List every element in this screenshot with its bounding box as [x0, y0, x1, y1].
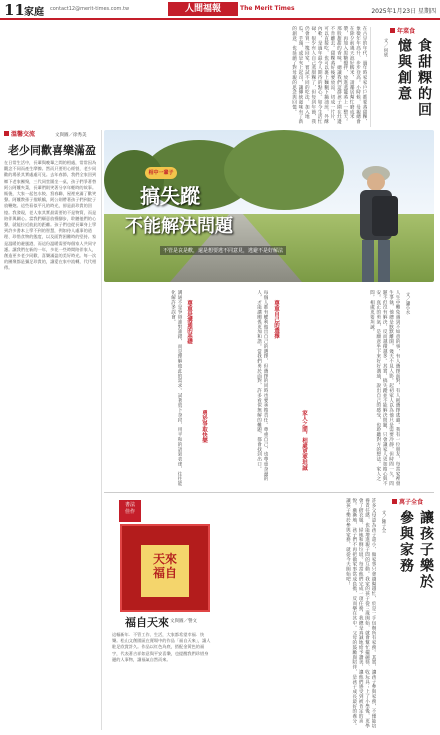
article-body: 每個人都有權利做出自己的選擇，但選擇的同時也要承擔責任。尊重自己，也尊重身邊的人，才能讓關係更加和諧。當我們勇於面對，許多看似無解的難題，都會找到出口。: [256, 290, 268, 482]
page-number: 11: [4, 1, 25, 19]
subhead: 家人之間，相處更要坦誠: [301, 410, 307, 471]
newspaper-logo-en: The Merit Times: [240, 5, 295, 12]
article-tag: 年菜食: [390, 27, 415, 36]
article-body: 在日常生活中，長輩與晚輩之間的相處，常常因為觀念不同而產生摩擦。然而只要用心經營，老少同歡的場景其實處處可見。去年春節，我們全家回到鄉下老家團聚，三代同堂圍坐一桌，孩子們爭著替阿公阿嬤夾菜，長輩們則笑著分享年輕時的故事。飯後，大家一起包水餃、寫春聯，屋裡充滿了歡笑聲。阿嬤教孫子摺紙鶴，阿公則帶著孩子們到院子放鞭炮。這些看似平凡的時光，卻是最珍貴的回憶。我發現，老人家其實最需要的不是物質，而是陪伴與關心。當我們願意放慢腳步，聆聽他們的心聲，就能拉近彼此的距離。孩子們也從長輩身上學到許多書本上學不到的智慧，例如待人處事的道理、珍惜食物的態度，以及面對困難時的堅持。家是溫暖的避風港，而這份溫暖需要每個家人共同守護。讓我們在新的一年，多花一些時間陪伴家人，創造更多老少同歡、喜樂滿盈的美好時光。每一次的團聚都是彌足珍貴的，讓愛在家中流轉，代代相傳。: [4, 160, 97, 271]
column-divider: [101, 130, 102, 730]
article-body: 人生中難免遇到不如意的事，有人選擇面對，有人則選擇逃避。我有一位朋友，每當家裡發生爭執，他總是默默離開，幾天不見人影。起初家人以為他只是需要冷靜，但時間一久，問題不但沒有解決，反而越積越多。其實，搞失蹤並不能解決問題，只會讓家人更加擔心與不安。真正的勇氣，是願意坐下來好好溝通，說出自己的感受，也聆聽對方的想法。家人之間，相處更要坦誠。: [369, 290, 400, 486]
newspaper-logo: 人間福報: [168, 2, 238, 16]
article-subtitle: 老少同歡喜樂滿盈: [8, 144, 96, 157]
article-byline: 文／陳子全: [381, 510, 386, 533]
subhead: 尊重自己的選擇: [273, 300, 279, 339]
hero-title: 搞失蹤: [140, 184, 200, 208]
hero-title: 不能解決問題: [125, 216, 233, 237]
photo-badge: 書法 佳作: [119, 500, 141, 522]
contact-email[interactable]: contact12@merit-times.com.tw: [50, 6, 130, 12]
painting-text: 天來福自: [152, 552, 177, 580]
article-byline: 文／何欣: [383, 38, 388, 58]
article-body: 在古早的年代，過年時家家戶戶都要蒸甜粿，象徵年年高升、步步登高。小時候，母親總會在除夕前幾天泡好糯米，請鄰居幫忙磨成米漿，再加入黑糖攪拌，放進蒸籠蒸上一整天。那股甜甜的香味，總讓我們這群孩子圍在灶邊不肯離去。甜粿蒸好後要放涼，切成一片片，可以直接吃，也可以裹上麵糊下鍋油煎，外酥內軟，是過年最令人期待的點心。如今生活忙碌，很少有人自己蒸甜粿了，但每到年節，我仍會買一塊回家，嘗試不同的吃法，加入地瓜、芋頭，或是夾上起司，讓傳統滋味有了新的創意，也延續了對母親的思念與回憶。: [291, 26, 367, 124]
subhead: 勇於爭取快樂: [201, 410, 207, 443]
article-title: 福自天來: [125, 616, 169, 629]
article-title: 讓孩子樂於參與家務: [398, 510, 434, 590]
fuzi-painting: [120, 524, 210, 612]
article-body: 許多父母認為孩子還小，做家事只會越幫越忙，於是一手包辦所有家務。其實，讓孩子參與家務，不僅能培養責任感，也能增進親子間的互動。我家的孩子從三歲開始，就會幫忙擺碗筷、收玩具；上了小學後，更學會了摺衣服、掃地和倒垃圾。每當他們完成一項任務，我總是真誠地給予讚美，讓他們感受到被肯定的喜悅。漸漸地，孩子們不再把做家事當成負擔，反而樂在其中。父母的鼓勵與陪伴，是孩子成長最好的養分。讓孩子樂於參與家務，就從今天開始吧！: [345, 498, 376, 729]
hero-subhead: 不管是哀是歡，還是想要逃不同意見，逃避不是好解法: [160, 246, 286, 255]
article-byline: 文／瀟小水: [405, 292, 410, 315]
article-tag: 溫馨交流: [4, 130, 35, 139]
hiker-figure: [346, 160, 406, 282]
subhead: 尊重是溝通的基礎: [186, 300, 192, 344]
article-byline: 文與圖／譽文: [170, 619, 197, 624]
publish-date: 2025年1月23日 星期四: [371, 8, 436, 15]
article-byline: 文與圖／徐秀美: [55, 133, 87, 138]
article-body: 溝通不是爭辯誰對誰錯，而是理解彼此的需求。試著放下身段，用平和的語氣表達，往往能化解許多誤會。: [170, 290, 182, 486]
article-title: 食甜粿的回憶與創意: [396, 38, 432, 118]
article-body: 這幅新年．不管工作、生活，大家都希望幸福．快樂。松山文創園區在賣場中的作品「福自天來」，讓人駐足欣賞許久。作品以紅色為底，搭配金黃色的福字，代表著吉祥如意與平安喜樂，也提醒我們珍惜身邊的人事物，讓福氣自然而來。: [112, 632, 211, 662]
section-title: 家庭: [24, 7, 44, 18]
article-tag: 萬子全食: [392, 498, 423, 507]
section-divider: [104, 492, 434, 493]
column-divider: [370, 27, 371, 127]
hero-bubble: 相中一輩子: [145, 167, 177, 179]
